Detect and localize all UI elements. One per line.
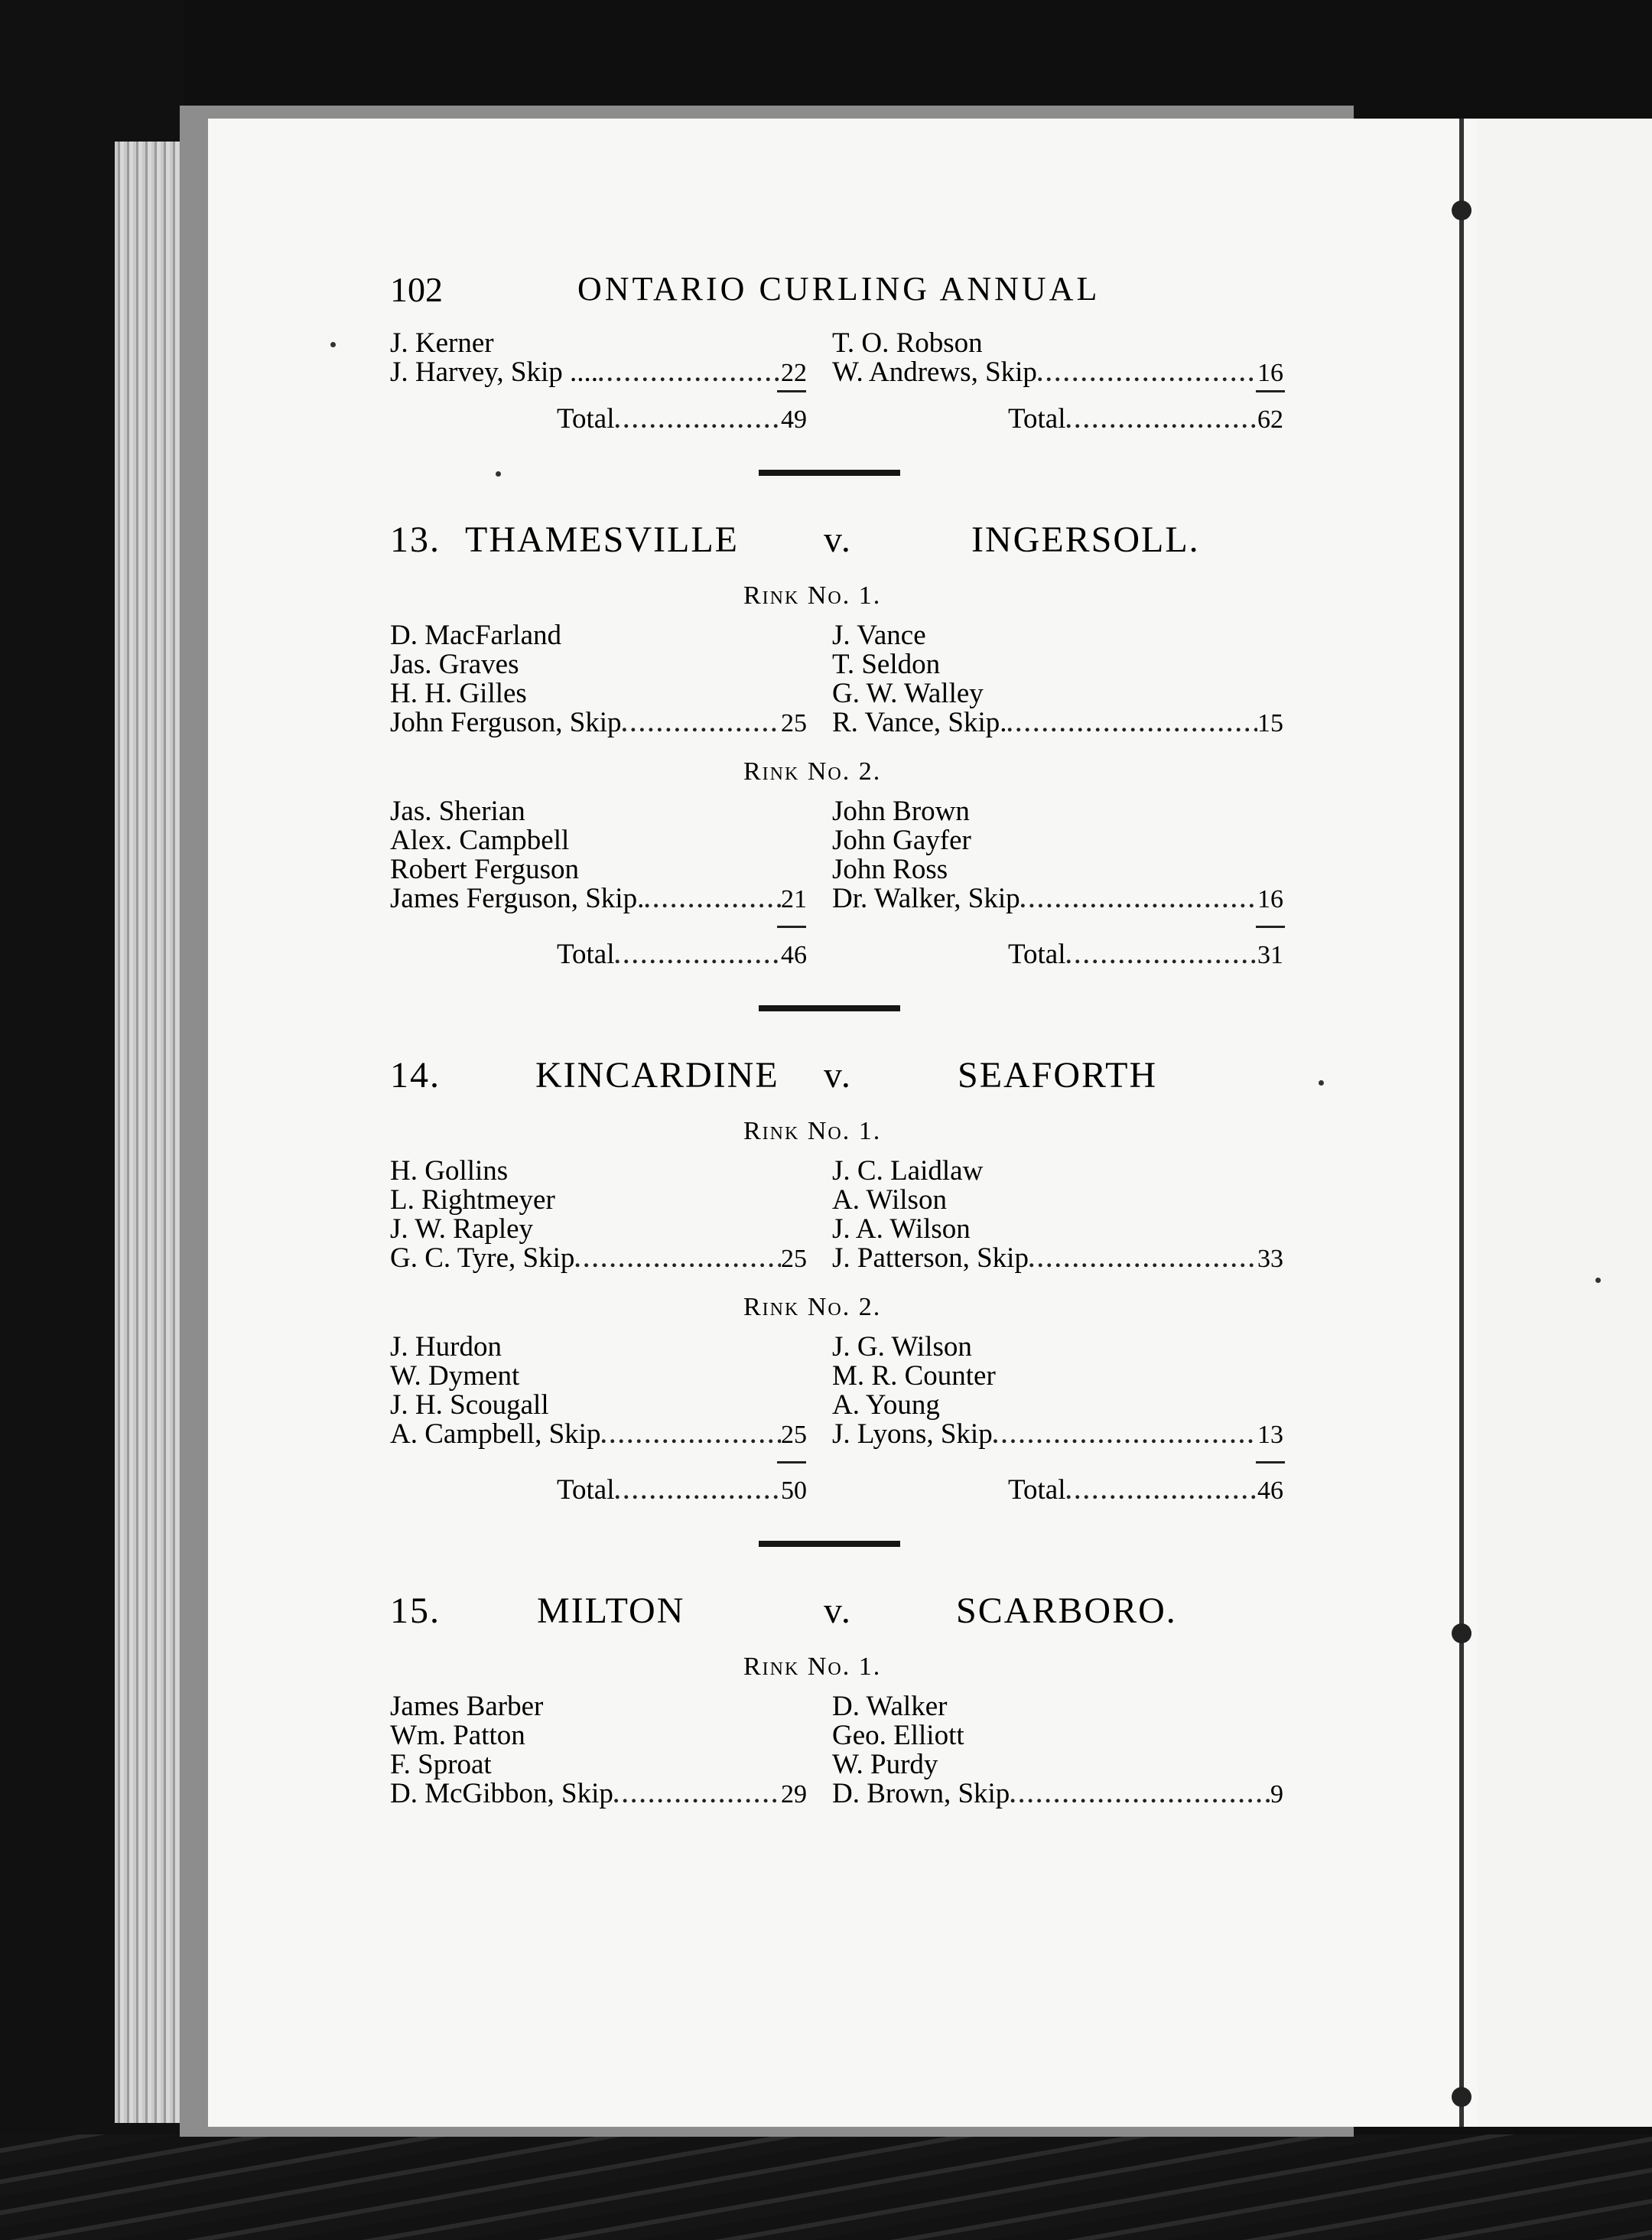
left-player-cell bbox=[390, 708, 807, 737]
player-name: Wm. Patton bbox=[390, 1720, 525, 1751]
left-total bbox=[557, 398, 807, 442]
total-score: 62 bbox=[1257, 405, 1283, 434]
match-heading bbox=[390, 510, 1285, 571]
match-number: 14. bbox=[390, 1055, 441, 1096]
left-player-cell bbox=[390, 884, 807, 913]
player-name: G. C. Tyre, Skip bbox=[390, 1242, 575, 1274]
away-club: SEAFORTH bbox=[958, 1055, 1158, 1096]
player-row bbox=[390, 1692, 1285, 1721]
player-row bbox=[390, 1391, 1285, 1420]
home-club: THAMESVILLE bbox=[465, 519, 739, 560]
section-rule bbox=[390, 976, 1285, 1045]
match-number: 13. bbox=[390, 519, 441, 560]
match-heading bbox=[390, 1581, 1285, 1642]
player-name: J. G. Wilson bbox=[832, 1331, 972, 1363]
player-name: Jas. Sherian bbox=[390, 796, 525, 827]
player-name: J. A. Wilson bbox=[832, 1213, 971, 1245]
dot-leader bbox=[1037, 360, 1257, 389]
left-player-cell bbox=[390, 1750, 807, 1779]
home-club: KINCARDINE bbox=[535, 1055, 779, 1096]
total-score: 31 bbox=[1257, 941, 1283, 969]
dot-leader bbox=[1066, 1470, 1258, 1513]
total-score: 49 bbox=[781, 405, 807, 434]
total-label: Total bbox=[557, 403, 615, 435]
player-name: J. Vance bbox=[832, 620, 926, 651]
left-player-cell bbox=[390, 1362, 807, 1391]
right-total bbox=[1008, 398, 1283, 442]
right-player-cell bbox=[832, 650, 1283, 679]
right-player-cell bbox=[832, 1779, 1283, 1809]
player-name: W. Dyment bbox=[390, 1360, 520, 1392]
skip-score: 21 bbox=[781, 885, 807, 913]
player-name: James Ferguson, Skip. bbox=[390, 883, 645, 914]
page-header bbox=[390, 269, 1277, 315]
player-row bbox=[390, 1750, 1285, 1779]
player-name: F. Sproat bbox=[390, 1749, 492, 1780]
right-player-cell bbox=[832, 621, 1283, 650]
total-score: 46 bbox=[1257, 1477, 1283, 1505]
player-row bbox=[390, 1362, 1285, 1391]
dot-leader bbox=[574, 1245, 781, 1275]
total-score: 46 bbox=[781, 941, 807, 969]
score-dash bbox=[1256, 390, 1285, 392]
right-player-cell bbox=[832, 1420, 1283, 1449]
score-dash bbox=[1256, 1461, 1285, 1463]
right-player-cell bbox=[832, 1215, 1283, 1244]
left-total bbox=[557, 1469, 807, 1513]
right-total bbox=[1008, 933, 1283, 978]
dot-leader bbox=[1007, 710, 1257, 739]
skip-score: 16 bbox=[1257, 359, 1283, 387]
rink-heading bbox=[390, 1106, 1285, 1157]
player-name: J. C. Laidlaw bbox=[832, 1155, 984, 1187]
player-name: A. Young bbox=[832, 1389, 940, 1421]
skip-row bbox=[390, 1420, 1285, 1449]
left-player-cell bbox=[390, 826, 807, 855]
right-player-cell bbox=[832, 1692, 1283, 1721]
left-player-cell bbox=[390, 1391, 807, 1420]
left-player-cell bbox=[390, 1186, 807, 1215]
away-club: SCARBORO. bbox=[956, 1590, 1177, 1631]
match-results bbox=[390, 329, 1285, 1818]
player-name: J. Harvey, Skip .... bbox=[390, 357, 598, 388]
skip-row bbox=[390, 1779, 1285, 1809]
rink-title: Rink No. 1. bbox=[743, 1652, 882, 1681]
left-player-cell bbox=[390, 1692, 807, 1721]
player-name: James Barber bbox=[390, 1691, 544, 1722]
skip-score: 25 bbox=[781, 709, 807, 737]
right-player-cell bbox=[832, 1244, 1283, 1273]
player-name: Geo. Elliott bbox=[832, 1720, 964, 1751]
skip-score: 16 bbox=[1257, 885, 1283, 913]
right-player-cell bbox=[832, 1750, 1283, 1779]
left-player-cell bbox=[390, 650, 807, 679]
left-player-cell bbox=[390, 1244, 807, 1273]
binding-thread bbox=[1452, 1623, 1472, 1643]
player-row bbox=[390, 826, 1285, 855]
player-name: H. Gollins bbox=[390, 1155, 509, 1187]
right-player-cell bbox=[832, 1186, 1283, 1215]
section-rule bbox=[390, 441, 1285, 510]
right-player-cell bbox=[832, 1362, 1283, 1391]
dot-leader bbox=[1066, 399, 1258, 442]
total-label: Total bbox=[557, 1474, 615, 1506]
rink-heading bbox=[390, 571, 1285, 621]
rink-heading bbox=[390, 1642, 1285, 1692]
dot-leader bbox=[993, 1421, 1257, 1450]
dot-leader bbox=[1010, 1781, 1270, 1810]
dot-leader bbox=[613, 1781, 781, 1810]
skip-row bbox=[390, 884, 1285, 913]
binding-thread bbox=[1452, 2087, 1472, 2107]
running-title: ONTARIO CURLING ANNUAL bbox=[577, 270, 1101, 308]
player-name: Dr. Walker, Skip bbox=[832, 883, 1020, 914]
left-player-cell bbox=[390, 358, 807, 387]
match-heading bbox=[390, 1045, 1285, 1106]
left-player-cell bbox=[390, 797, 807, 826]
player-name: Alex. Campbell bbox=[390, 825, 570, 856]
skip-score: 13 bbox=[1257, 1421, 1283, 1449]
player-name: T. O. Robson bbox=[832, 327, 983, 359]
player-name: H. H. Gilles bbox=[390, 678, 527, 709]
player-name: J. H. Scougall bbox=[390, 1389, 549, 1421]
left-player-cell bbox=[390, 1157, 807, 1186]
player-row bbox=[390, 1721, 1285, 1750]
player-name: Jas. Graves bbox=[390, 649, 519, 680]
player-name: A. Campbell, Skip bbox=[390, 1418, 601, 1450]
player-row bbox=[390, 1157, 1285, 1186]
dot-leader bbox=[598, 360, 781, 389]
total-row bbox=[390, 933, 1285, 976]
total-row bbox=[390, 1469, 1285, 1512]
versus-label: v. bbox=[824, 1590, 852, 1631]
total-underline bbox=[390, 923, 1285, 933]
score-dash bbox=[777, 1461, 806, 1463]
player-name: R. Vance, Skip. bbox=[832, 707, 1007, 738]
page-number: 102 bbox=[390, 270, 443, 309]
dot-leader bbox=[1020, 886, 1257, 915]
left-player-cell bbox=[390, 855, 807, 884]
player-name: J. Kerner bbox=[390, 327, 494, 359]
dot-leader bbox=[615, 399, 782, 442]
score-dash bbox=[777, 926, 806, 928]
facing-page bbox=[1465, 119, 1652, 2127]
rink-title: Rink No. 1. bbox=[743, 1117, 882, 1145]
skip-score: 22 bbox=[781, 359, 807, 387]
right-player-cell bbox=[832, 1721, 1283, 1750]
right-player-cell bbox=[832, 329, 1283, 358]
right-player-cell bbox=[832, 826, 1283, 855]
match-number: 15. bbox=[390, 1590, 441, 1631]
skip-score: 25 bbox=[781, 1421, 807, 1449]
right-player-cell bbox=[832, 358, 1283, 387]
total-label: Total bbox=[1008, 1474, 1066, 1506]
left-player-cell bbox=[390, 1420, 807, 1449]
right-player-cell bbox=[832, 1333, 1283, 1362]
skip-score: 33 bbox=[1257, 1245, 1283, 1273]
right-player-cell bbox=[832, 797, 1283, 826]
player-row bbox=[390, 1333, 1285, 1362]
dot-leader bbox=[615, 1470, 782, 1513]
player-row bbox=[390, 621, 1285, 650]
total-row bbox=[390, 398, 1285, 441]
rink-heading bbox=[390, 747, 1285, 797]
player-row bbox=[390, 1186, 1285, 1215]
page-binding bbox=[1459, 119, 1464, 2127]
left-player-cell bbox=[390, 621, 807, 650]
score-dash bbox=[777, 390, 806, 392]
home-club: MILTON bbox=[537, 1590, 685, 1631]
player-name: Robert Ferguson bbox=[390, 854, 580, 885]
left-player-cell bbox=[390, 1721, 807, 1750]
right-total bbox=[1008, 1469, 1283, 1513]
rink-title: Rink No. 1. bbox=[743, 581, 882, 610]
player-name: J. W. Rapley bbox=[390, 1213, 534, 1245]
total-underline bbox=[390, 387, 1285, 398]
player-name: L. Rightmeyer bbox=[390, 1184, 555, 1216]
total-label: Total bbox=[1008, 403, 1066, 435]
total-label: Total bbox=[557, 939, 615, 970]
player-name: G. W. Walley bbox=[832, 678, 984, 709]
player-name: T. Seldon bbox=[832, 649, 941, 680]
total-underline bbox=[390, 1458, 1285, 1469]
skip-score: 29 bbox=[781, 1780, 807, 1809]
right-player-cell bbox=[832, 855, 1283, 884]
versus-label: v. bbox=[824, 1055, 852, 1096]
player-name: John Gayfer bbox=[832, 825, 971, 856]
dot-leader bbox=[615, 935, 782, 978]
section-rule bbox=[390, 1512, 1285, 1581]
dot-leader bbox=[644, 886, 781, 915]
skip-row bbox=[390, 358, 1285, 387]
total-label: Total bbox=[1008, 939, 1066, 970]
player-name: D. Brown, Skip bbox=[832, 1778, 1010, 1809]
rink-title: Rink No. 2. bbox=[743, 1293, 882, 1321]
left-total bbox=[557, 933, 807, 978]
dot-leader bbox=[1029, 1245, 1257, 1275]
skip-row bbox=[390, 1244, 1285, 1273]
left-player-cell bbox=[390, 1215, 807, 1244]
player-name: D. Walker bbox=[832, 1691, 948, 1722]
player-name: J. Hurdon bbox=[390, 1331, 502, 1363]
scan-background-bottom bbox=[0, 2134, 1652, 2240]
skip-score: 25 bbox=[781, 1245, 807, 1273]
dot-leader bbox=[600, 1421, 781, 1450]
player-name: John Ross bbox=[832, 854, 948, 885]
right-player-cell bbox=[832, 1391, 1283, 1420]
player-row bbox=[390, 797, 1285, 826]
right-player-cell bbox=[832, 1157, 1283, 1186]
away-club: INGERSOLL. bbox=[971, 519, 1200, 560]
dot-leader bbox=[622, 710, 781, 739]
player-row bbox=[390, 329, 1285, 358]
right-player-cell bbox=[832, 708, 1283, 737]
rink-heading bbox=[390, 1282, 1285, 1333]
player-name: J. Patterson, Skip bbox=[832, 1242, 1029, 1274]
player-row bbox=[390, 855, 1285, 884]
left-player-cell bbox=[390, 1779, 807, 1809]
total-score: 50 bbox=[781, 1477, 807, 1505]
print-speck bbox=[1319, 1080, 1324, 1086]
player-name: M. R. Counter bbox=[832, 1360, 996, 1392]
player-name: A. Wilson bbox=[832, 1184, 947, 1216]
left-player-cell bbox=[390, 1333, 807, 1362]
dot-leader bbox=[1066, 935, 1258, 978]
player-name: D. MacFarland bbox=[390, 620, 561, 651]
player-row bbox=[390, 679, 1285, 708]
player-name: W. Andrews, Skip bbox=[832, 357, 1037, 388]
print-speck bbox=[1595, 1278, 1601, 1283]
score-dash bbox=[1256, 926, 1285, 928]
binding-thread bbox=[1452, 200, 1472, 220]
skip-score: 15 bbox=[1257, 709, 1283, 737]
player-name: John Ferguson, Skip bbox=[390, 707, 622, 738]
player-name: John Brown bbox=[832, 796, 970, 827]
player-row bbox=[390, 650, 1285, 679]
player-name: D. McGibbon, Skip bbox=[390, 1778, 613, 1809]
player-row bbox=[390, 1215, 1285, 1244]
player-name: W. Purdy bbox=[832, 1749, 938, 1780]
skip-row bbox=[390, 708, 1285, 737]
skip-score: 9 bbox=[1270, 1780, 1283, 1809]
left-player-cell bbox=[390, 679, 807, 708]
left-player-cell bbox=[390, 329, 807, 358]
right-player-cell bbox=[832, 884, 1283, 913]
right-player-cell bbox=[832, 679, 1283, 708]
player-name: J. Lyons, Skip bbox=[832, 1418, 993, 1450]
rink-title: Rink No. 2. bbox=[743, 757, 882, 786]
versus-label: v. bbox=[824, 519, 852, 560]
print-speck bbox=[330, 342, 336, 347]
